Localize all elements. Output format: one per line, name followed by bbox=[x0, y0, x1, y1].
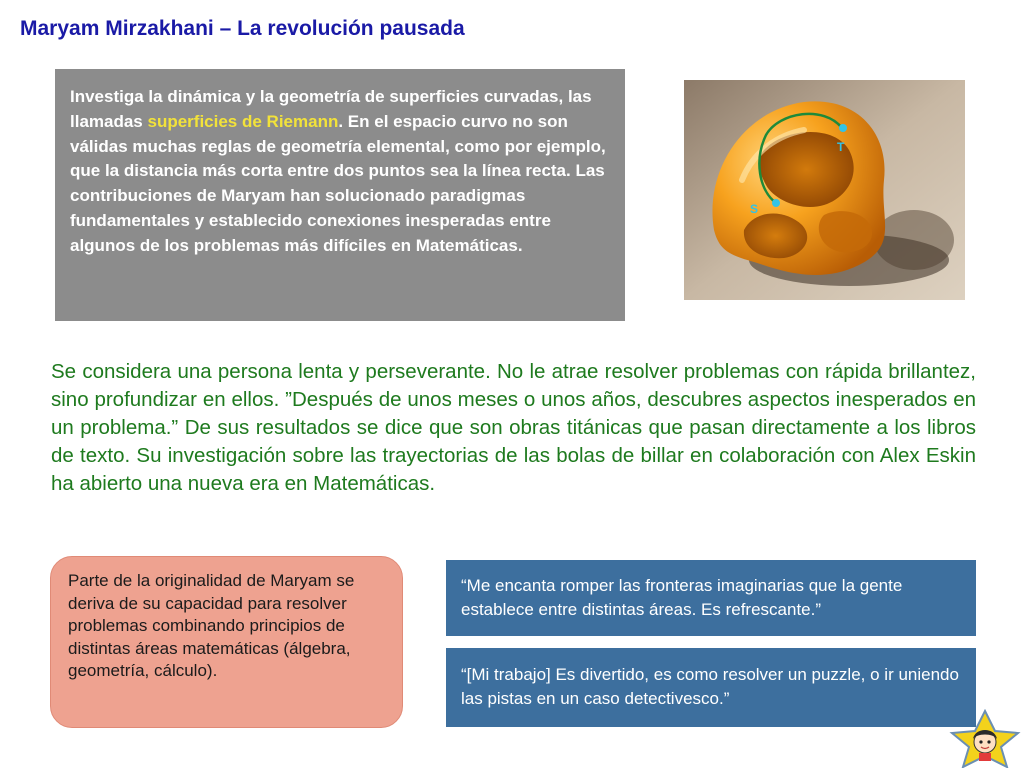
originality-text: Parte de la originalidad de Maryam se deriva de su capacidad para resolver problemas combinando principios de distintas áreas matemáticas (álgebra, geometría, cálculo). bbox=[68, 571, 355, 680]
point-s-label: S bbox=[750, 202, 759, 216]
quote-box-1 bbox=[446, 560, 976, 636]
riemann-description-text bbox=[70, 85, 613, 259]
page-title: Maryam Mirzakhani – La revolución pausada bbox=[20, 17, 465, 40]
riemann-description-box bbox=[55, 69, 625, 321]
riemann-surfaces-highlight: superficies de Riemann bbox=[147, 111, 339, 131]
main-paragraph: Se considera una persona lenta y perseverante. No le atrae resolver problemas con rápida brillantez, sino profundizar en ellos. ”Después de unos meses o unos años, descubres aspectos inesperados en un problema.” De sus resultados se dice que son obras titánicas que pasan directamente a los libros de texto. Su investigación sobre las trayectorias de las bolas de billar en colaboración con Alex Eskin ha abierto una nueva era en Matemáticas. bbox=[51, 360, 976, 495]
point-t-label: T bbox=[837, 140, 845, 154]
quote-text-1: “Me encanta romper las fronteras imaginarias que la gente establece entre distintas áreas. Es refrescante.” bbox=[461, 576, 903, 619]
quote-text-2: “[Mi trabajo] Es divertido, es como resolver un puzzle, o ir uniendo las pistas en un caso detectivesco.” bbox=[461, 665, 959, 708]
star-mascot-icon bbox=[945, 709, 1024, 768]
originality-box bbox=[50, 556, 403, 728]
quote-box-2 bbox=[446, 648, 976, 727]
torus-photo bbox=[684, 80, 965, 300]
description-text-before: Investiga la dinámica y la geometría de superficies curvadas, las llamadas bbox=[70, 87, 592, 131]
description-text-after: . En el espacio curvo no son válidas muchas reglas de geometría elemental, como por ejemplo, que la distancia más corta entre dos puntos sea la línea recta. Las contribuciones de Maryam han solucionado paradigmas fundamentales y establecido conexiones inesperadas entre algunos de los problemas más difíciles en Matemáticas. bbox=[70, 111, 606, 255]
